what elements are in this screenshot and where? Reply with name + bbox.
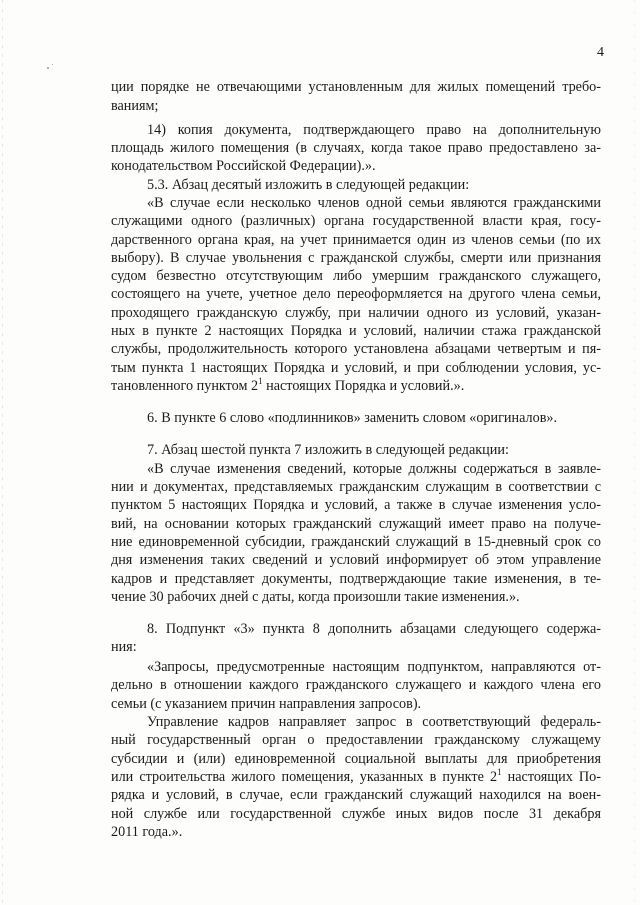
superscript: 1 bbox=[258, 376, 263, 386]
text-line-content: конодательством Российской Федерации).». bbox=[111, 158, 376, 174]
text-line bbox=[111, 676, 601, 694]
text-line bbox=[147, 176, 469, 194]
text-line-content: дня изменения таких сведений и условий информирует об этом управление bbox=[111, 552, 601, 568]
text-line-content: ной службе или государственной службе иных видов после 31 декабря bbox=[111, 806, 601, 822]
text-line bbox=[147, 620, 601, 638]
scan-speck bbox=[52, 64, 53, 65]
text-line bbox=[111, 285, 601, 303]
text-line-content: ции порядке не отвечающими установленным для жилых помещений требо- bbox=[111, 79, 601, 95]
text-line bbox=[111, 359, 601, 377]
text-line bbox=[111, 249, 601, 267]
text-line bbox=[111, 496, 601, 514]
text-line bbox=[111, 78, 601, 96]
text-line bbox=[147, 713, 601, 731]
text-line bbox=[111, 515, 601, 533]
text-line-content: пунктом 5 настоящих Порядка и условий, а также в случае изменения усло- bbox=[111, 497, 601, 513]
text-line-content: тым пункта 1 настоящих Порядка и условий, и при соблюдении условия, ус- bbox=[111, 360, 601, 376]
text-line-content: тановленного пунктом 2 bbox=[111, 378, 259, 394]
text-line-content: площадь жилого помещения (в случаях, когда такое право предоставлено за- bbox=[111, 140, 601, 156]
scan-speck bbox=[47, 67, 49, 69]
text-line-continuation: настоящих По- bbox=[501, 769, 601, 785]
text-line-content: 6. В пункте 6 слово «подлинников» заменить словом «оригиналов». bbox=[147, 410, 558, 426]
text-line bbox=[111, 768, 601, 786]
text-line bbox=[111, 267, 601, 285]
text-line bbox=[111, 750, 601, 768]
text-line bbox=[111, 638, 137, 656]
text-line-content: 14) копия документа, подтверждающего право на дополнительную bbox=[147, 122, 601, 138]
text-line bbox=[111, 533, 601, 551]
text-line-content: «Запросы, предусмотренные настоящим подпунктом, направляются от- bbox=[147, 659, 601, 675]
text-line bbox=[147, 194, 601, 212]
text-line bbox=[111, 786, 601, 804]
text-line bbox=[111, 478, 601, 496]
text-line bbox=[111, 377, 464, 395]
scan-edge-right bbox=[634, 0, 635, 905]
text-line-content: ных в пункте 2 настоящих Порядка и условий, наличии стажа гражданской bbox=[111, 323, 601, 339]
text-line bbox=[111, 304, 601, 322]
text-line-content: ния: bbox=[111, 639, 137, 655]
text-line-content: проходящего гражданскую службу, при наличии одного из условий, указан- bbox=[111, 305, 601, 321]
text-line-content: «В случае если несколько членов одной семьи являются гражданскими bbox=[147, 195, 601, 211]
text-line bbox=[111, 97, 158, 115]
text-line bbox=[111, 322, 601, 340]
text-line bbox=[111, 157, 376, 175]
text-line bbox=[147, 460, 601, 478]
text-line-content: вий, на основании которых гражданский служащий имеет право на получе- bbox=[111, 516, 601, 532]
superscript: 1 bbox=[497, 767, 502, 777]
text-line bbox=[111, 731, 601, 749]
text-line-content: «В случае изменения сведений, которые должны содержаться в заявле- bbox=[147, 461, 601, 477]
text-line-content: дарственного органа края, на учет принимается один из членов семьи (по их bbox=[111, 232, 601, 248]
text-line-content: выбору). В случае увольнения с гражданской службы, смерти или признания bbox=[111, 250, 601, 266]
text-line-content: служащими одного (различных) органа государственной власти края, госу- bbox=[111, 213, 601, 229]
scan-edge-left bbox=[2, 0, 3, 905]
text-line-content: нии и документах, представляемых гражданским служащим в соответствии с bbox=[111, 479, 601, 495]
text-line-content: Управление кадров направляет запрос в соответствующий федераль- bbox=[147, 714, 601, 730]
text-line bbox=[111, 212, 601, 230]
text-line bbox=[111, 695, 421, 713]
text-line-content: ный государственный орган о предоставлении гражданскому служащему bbox=[111, 732, 601, 748]
text-line bbox=[147, 121, 601, 139]
text-line-content: субсидии и (или) единовременной социальной выплаты для приобретения bbox=[111, 751, 601, 767]
text-line-content: службы, продолжительность которого установлена абзацами четвертым и пя- bbox=[111, 341, 601, 357]
text-line bbox=[111, 231, 601, 249]
text-line-content: кадров и представляет документы, подтверждающие такие изменения, в те- bbox=[111, 571, 601, 587]
text-line bbox=[147, 658, 601, 676]
text-line-content: семьи (с указанием причин направления запросов). bbox=[111, 696, 422, 712]
text-line-content: дельно в отношении каждого гражданского служащего и каждого члена его bbox=[111, 677, 601, 693]
text-line-content: рядка и условий, в случае, если гражданский служащий находился на воен- bbox=[111, 787, 601, 803]
text-line bbox=[147, 441, 509, 459]
text-line bbox=[147, 409, 557, 427]
text-line-content: ние единовременной субсидии, гражданский служащий в 15-дневный срок со bbox=[111, 534, 601, 550]
text-line-content: 5.3. Абзац десятый изложить в следующей редакции: bbox=[147, 177, 470, 193]
text-line bbox=[111, 570, 601, 588]
text-line-continuation: настоящих Порядка и условий.». bbox=[262, 378, 465, 394]
text-line bbox=[111, 139, 601, 157]
text-line bbox=[111, 551, 601, 569]
text-line bbox=[111, 805, 601, 823]
text-line bbox=[111, 823, 182, 841]
text-line-content: или строительства жилого помещения, указанных в пункте 2 bbox=[111, 769, 498, 785]
text-line-content: 8. Подпункт «3» пункта 8 дополнить абзацами следующего содержа- bbox=[147, 621, 601, 637]
text-line-content: 7. Абзац шестой пункта 7 изложить в следующей редакции: bbox=[147, 442, 509, 458]
page-number: 4 bbox=[597, 45, 604, 60]
text-line-content: ваниям; bbox=[111, 98, 159, 114]
text-line-content: судом безвестно отсутствующим либо умершим гражданского служащего, bbox=[111, 268, 601, 284]
text-line-content: 2011 года.». bbox=[111, 824, 183, 840]
text-line bbox=[111, 340, 601, 358]
text-line bbox=[111, 588, 520, 606]
text-line-content: чение 30 рабочих дней с даты, когда произошли такие изменения.». bbox=[111, 589, 520, 605]
text-line-content: состоящего на учете, учетное дело переоформляется на другого члена семьи, bbox=[111, 286, 601, 302]
